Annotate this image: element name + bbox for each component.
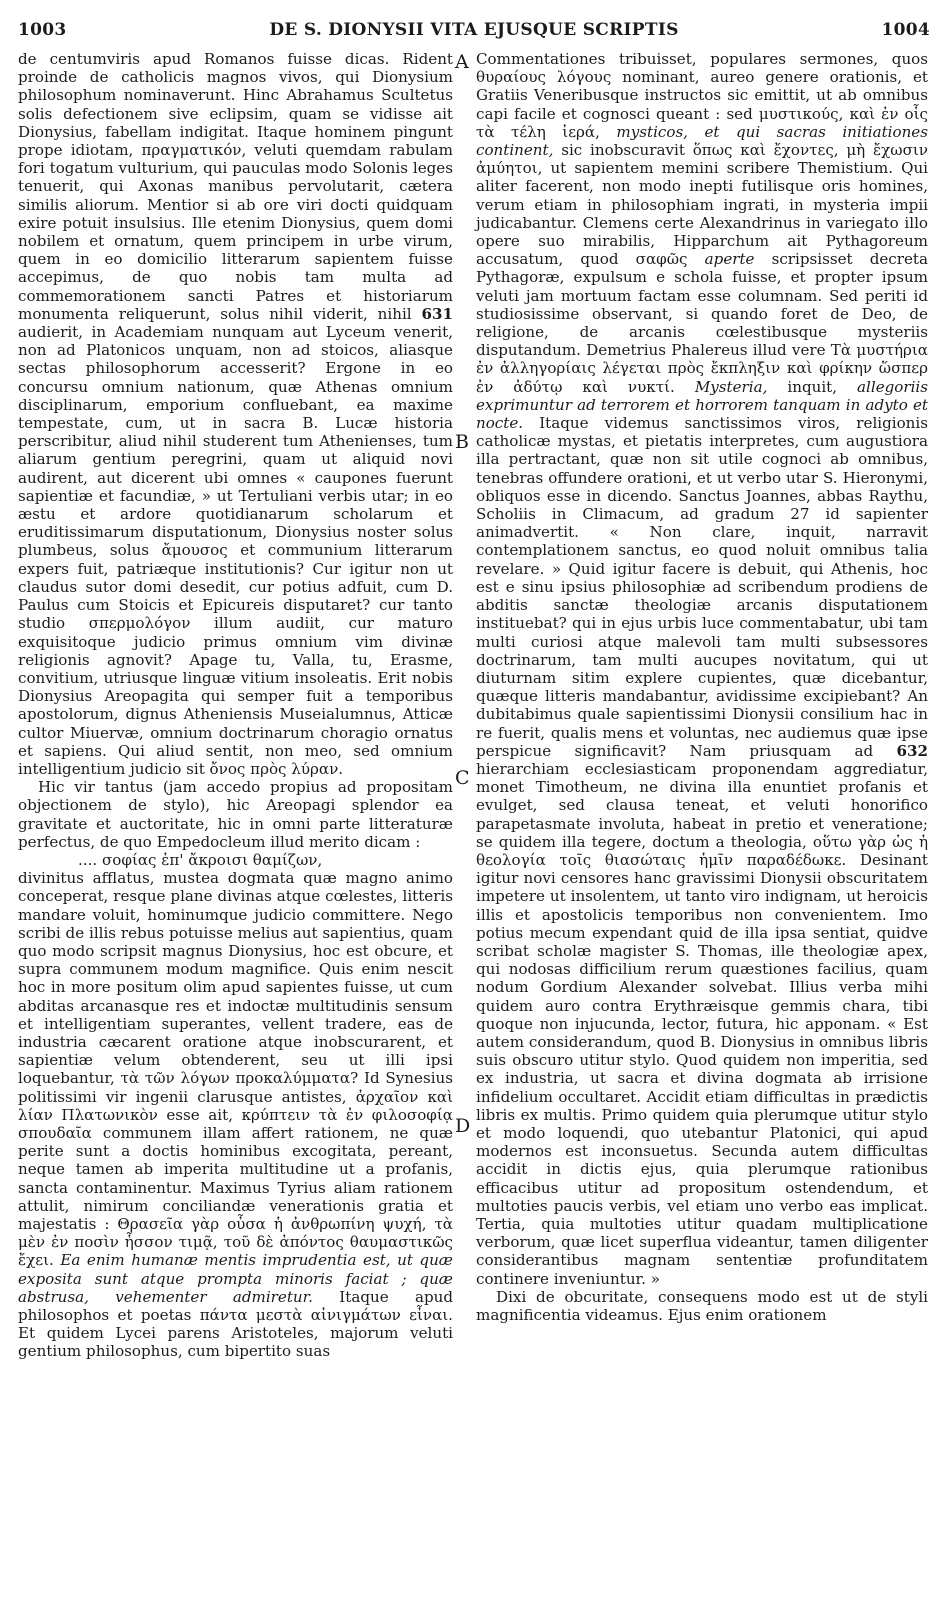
italic-phrase: allegoriis exprimuntur ad terrorem et horrorem tanquam in adyto et nocte.	[476, 377, 928, 433]
left-paragraph-3	[18, 869, 453, 1360]
left-text: audierit, in Academiam nunquam aut Lyceum venerit, non ad Platonicos unquam, non ad stoicos, aliasque sectas philosophorum accesserit? Ergone in eo concursu omnium nationum, quæ Athenas omnium disciplinarum, emporium confluebant, ea maxime tempestate, cum, ut in sacra B. Lucæ historia perscribitur, aliud nihil studerent tum Athenienses, tum aliarum gentium peregrini, quam ut aliquid novi audirent, aut dicerent ubi omnes « caupones fuerunt sapientiæ et facundiæ, » ut Tertuliani verbis utar; in eo æstu et ardore quotidianarum scholarum et eruditissimarum disputationum, Dionysius noster solus plumbeus, solus ἄμουσος et communium litterarum expers fuit, patriæque institutionis? Cur igitur non ut claudus sutor domi desedit, cur potius adfuit, cum D. Paulus cum Stoicis et Epicureis disputaret? cur tanto studio σπερμολόγον illum audiit, cur maturo exquisitoque judicio primus omnium vim divinæ religionis agnovit? Apage tu, Valla, tu, Erasme, convitium, utriusque linguæ vitium insoleatis. Erit nobis Dionysius Areopagita qui semper fuit a temporibus apostolorum, dignus Atheniensis Museialumnus, Atticæ cultor Miuervæ, omnium doctrinarum choragio ornatus et sapiens. Qui aliud sentit, non meo, sed omnium intelligentium judicio sit ὄνος πρὸς λύραν.	[18, 323, 453, 778]
right-text: scripsisset decreta Pythagoræ, expulsum e schola fuisse, et propter ipsum veluti jam mortuum factam esse columnam. Sed periti id studiosissime observant, si quando foret de Deo, de religione, de arcanis cœlestibusque mysteriis disputandum. Demetrius Phalereus illud vere Τὰ μυστήρια ἐν ἀλληγορίαις λέγεται πρὸς ἔκπληξιν καὶ φρίκην ὥσπερ ἐν ἀδύτῳ καὶ νυκτί.	[476, 250, 928, 396]
left-paragraph-1	[18, 50, 453, 778]
italic-phrase: mysticos, et qui sacras initiationes continent,	[476, 122, 928, 160]
right-paragraph-1	[476, 50, 928, 1288]
left-text: divinitus afflatus, mustea dogmata quæ magno animo conceperat, resque plane divinas atque cœlestes, litteris mandare voluit, hominumque judicio committere. Nego scribi de illis rebus potuisse melius aut sapientius, quam quo modo scripsit magnus Dionysius, hoc est obcure, et supra communem modum magnifice. Quis enim nescit hoc in more positum olim apud sapientes fuisse, ut cum abditas arcanasque res et indoctæ multitudinis sensum et intelligentiam superantes, vellent tradere, eas de industria cæcarent oratione atque inobscurarent, et sapientiæ velum obtenderent, seu ut illi ipsi loquebantur, τὰ τῶν λόγων προκαλύμματα? Id Synesius politissimi vir ingenii clarusque antistes, ἀρχαῖον καὶ λίαν Πλατωνικὸν esse ait, κρύπτειν τὰ ἐν φιλοσοφίᾳ σπουδαῖα communem illam affert rationem, ne quæ perite sunt a doctis hominibus excogitata, pereant, neque tamen ab imperita multitudine ut a profanis, sancta contaminentur. Maximus Tyrius aliam rationem attulit, nimirum conciliandæ venerationis gratia et majestatis : Θρασεῖα γὰρ οὖσα ἡ ἀνθρωπίνη ψυχή, τὰ μὲν ἐν ποσὶν ἧσσον τιμᾷ, τοῦ δὲ ἀπόντος θαυμαστικῶς ἔχει.	[18, 869, 453, 1270]
italic-phrase: Mysteria,	[694, 377, 768, 396]
right-text: sic inobscuravit ὅπως καὶ ἔχοντες, μὴ ἔχωσιν ἀμύητοι, ut sapientem memini scribere Themistium. Qui aliter facerent, non modo inepti futilisque oris homines, verum etiam in philosophiam ingrati, in mysteria impii judicabantur. Clemens certe Alexandrinus in variegato illo opere suo mirabilis, Hipparchum ait Pythagoreum accusatum, quod σαφῶς	[476, 141, 928, 269]
section-number-632: 632	[896, 741, 928, 760]
left-paragraph-2: Hic vir tantus (jam accedo propius ad propositam objectionem de stylo), hic Areopagi splendor ea gravitate et auctoritate, hic in omni parte litteraturæ perfectus, de quo Empedocleum illud merito dicam :	[18, 778, 453, 851]
margin-letter-b: B	[455, 431, 469, 453]
right-paragraph-2: Dixi de obcuritate, consequens modo est ut de styli magnificentia videamus. Ejus enim orationem	[476, 1287, 928, 1325]
margin-letter-a: A	[455, 51, 469, 73]
right-text: hierarchiam ecclesiasticam proponendam aggrediatur, monet Timotheum, ne divina illa enuntiet profanis et evulget, sed clausa teneat, et veluti honorifico parapetasmate involuta, habeat in pretio et veneratione; se quidem illa tegere, doctum a theologia, οὕτω γὰρ ὡς ἡ θεολογία τοῖς θιασώταις ἡμῖν παραδέδωκε. Desinant igitur novi censores hanc gravissimi Dionysii obscuritatem impetere ut insolentem, ut tanto viro indignam, ut heroicis illis et apostolicis temporibus non convenientem. Imo potius mecum expendant quid de illa ipsa sentiat, quidve scribat scholæ magister S. Thomas, ille theologiæ apex, qui nodosas difficilium rerum quæstiones facilius, quam nodum Gordium Alexander solvebat. Illius verba mihi quidem auro contra Erythræisque gemmis chara, tibi quoque non injucunda, lector, futura, hic apponam. « Est autem considerandum, quod B. Dionysius in omnibus libris suis obscuro utitur stylo. Quod quidem non imperitia, sed ex industria, ut sacra et divina dogmata ab irrisione infidelium occultaret. Accidit etiam difficultas in prædictis libris ex multis. Primo quidem quia plerumque utitur stylo et modo loquendi, quo utebantur Platonici, qui apud modernos est inconsuetus. Secunda autem difficultas accidit in dictis ejus, quia plerumque rationibus efficacibus utitur ad propositum ostendendum, et multoties paucis verbis, vel etiam uno verbo eas implicat. Tertia, quia multoties utitur quadam multiplicatione verborum, quæ licet superflua videantur, tamen diligenter considerantibus magnam sententiæ profunditatem continere inveniuntur. »	[476, 759, 928, 1288]
greek-verse: .... σοφίας ἐπ' ἄκροισι θαμίζων,	[78, 850, 323, 869]
left-text: Itaque apud philosophos et poetas πάντα μεστὰ αἰνιγμάτων εἶναι. Et quidem Lycei parens Aristoteles, majorum veluti gentium philosophus, cum bipertito suas	[18, 1287, 453, 1361]
right-text: Itaque videmus sanctissimos viros, religionis catholicæ mystas, et pietatis interpretes, cum augustiora illa pertractant, quæ non sit utile cognoci ab omnibus, tenebras offundere orationi, et ut verbo utar S. Hieronymi, obliquos esse in dicendo. Sanctus Joannes, abbas Raythu, Scholiis in Climacum, ad gradum 27 id sapienter animadvertit. « Non clare, inquit, narravit contemplationem sanctus, eo quod noluit omnibus talia revelare. » Quid igitur facere is debuit, qui Athenis, hoc est e sinu ipsius philosophiæ ad scribendum prodiens de abditis sanctæ theologiæ arcanis disputationem instituebat? qui in ejus urbis luce commentabatur, ubi tam multi curiosi atque malevoli tam multi subsessores doctrinarum, tam multi aucupes novitatum, qui ut diuturnam sitim explere cupientes, quæ dicebantur, quæque litteris mandabantur, avidissime excipiebant? An dubitabimus quale sapientissimi Dionysii consilium hac in re fuerit, qualis mens et voluntas, nec audiemus quæ ipse perspicue significavit? Nam priusquam ad	[476, 414, 928, 760]
right-text: Commentationes tribuisset, populares sermones, quos θυραίους λόγους nominant, aureo genere orationis, et Gratiis Veneribusque instructos sic emittit, ut ab omnibus capi facile et cognosci queant : sed μυστικούς, καὶ ἐν οἷς τὰ τέλη ἱερά,	[476, 50, 928, 141]
left-text: de centumviris apud Romanos fuisse dicas. Rident proinde de catholicis magnos vivos, qui Dionysium philosophum nominaverunt. Hinc Abrahamus Scultetus solis defectionem sive eclipsim, quam se vidisse ait Dionysius, fabellam indigitat. Itaque hominem pingunt prope idiotam, πραγματικόν, veluti quemdam rabulam fori togatum vulturium, qui pauculas modo Solonis leges tenuerit, qui Axonas manibus pervolutarit, cætera similis aliorum. Mentior si ab ore viri docti quidquam exire potuit insulsius. Ille etenim Dionysius, quem domi nobilem et ornatum, quem principem in urbe virum, quem in eo domicilio litterarum sapientem fuisse accepimus, de quo nobis tam multa ad commemorationem sancti Patres et historiarum monumenta reliquerunt, solus nihil viderit, nihil	[18, 50, 453, 323]
section-number-631: 631	[421, 304, 453, 323]
italic-phrase: aperte	[704, 250, 755, 269]
right-column	[476, 50, 928, 1324]
page-header	[18, 14, 930, 44]
page-number-left: 1003	[18, 20, 67, 40]
margin-letter-d: D	[455, 1115, 471, 1137]
running-title: DE S. DIONYSII VITA EJUSQUE SCRIPTIS	[269, 20, 679, 40]
italic-quote: Ea enim humanæ mentis imprudentia est, ut quæ exposita sunt atque prompta minoris faciat ; quæ abstrusa, vehementer admiretur.	[18, 1251, 453, 1306]
margin-letter-c: C	[455, 767, 470, 789]
page-number-right: 1004	[881, 20, 930, 40]
right-text: inquit,	[787, 377, 838, 396]
left-column	[18, 50, 453, 1361]
